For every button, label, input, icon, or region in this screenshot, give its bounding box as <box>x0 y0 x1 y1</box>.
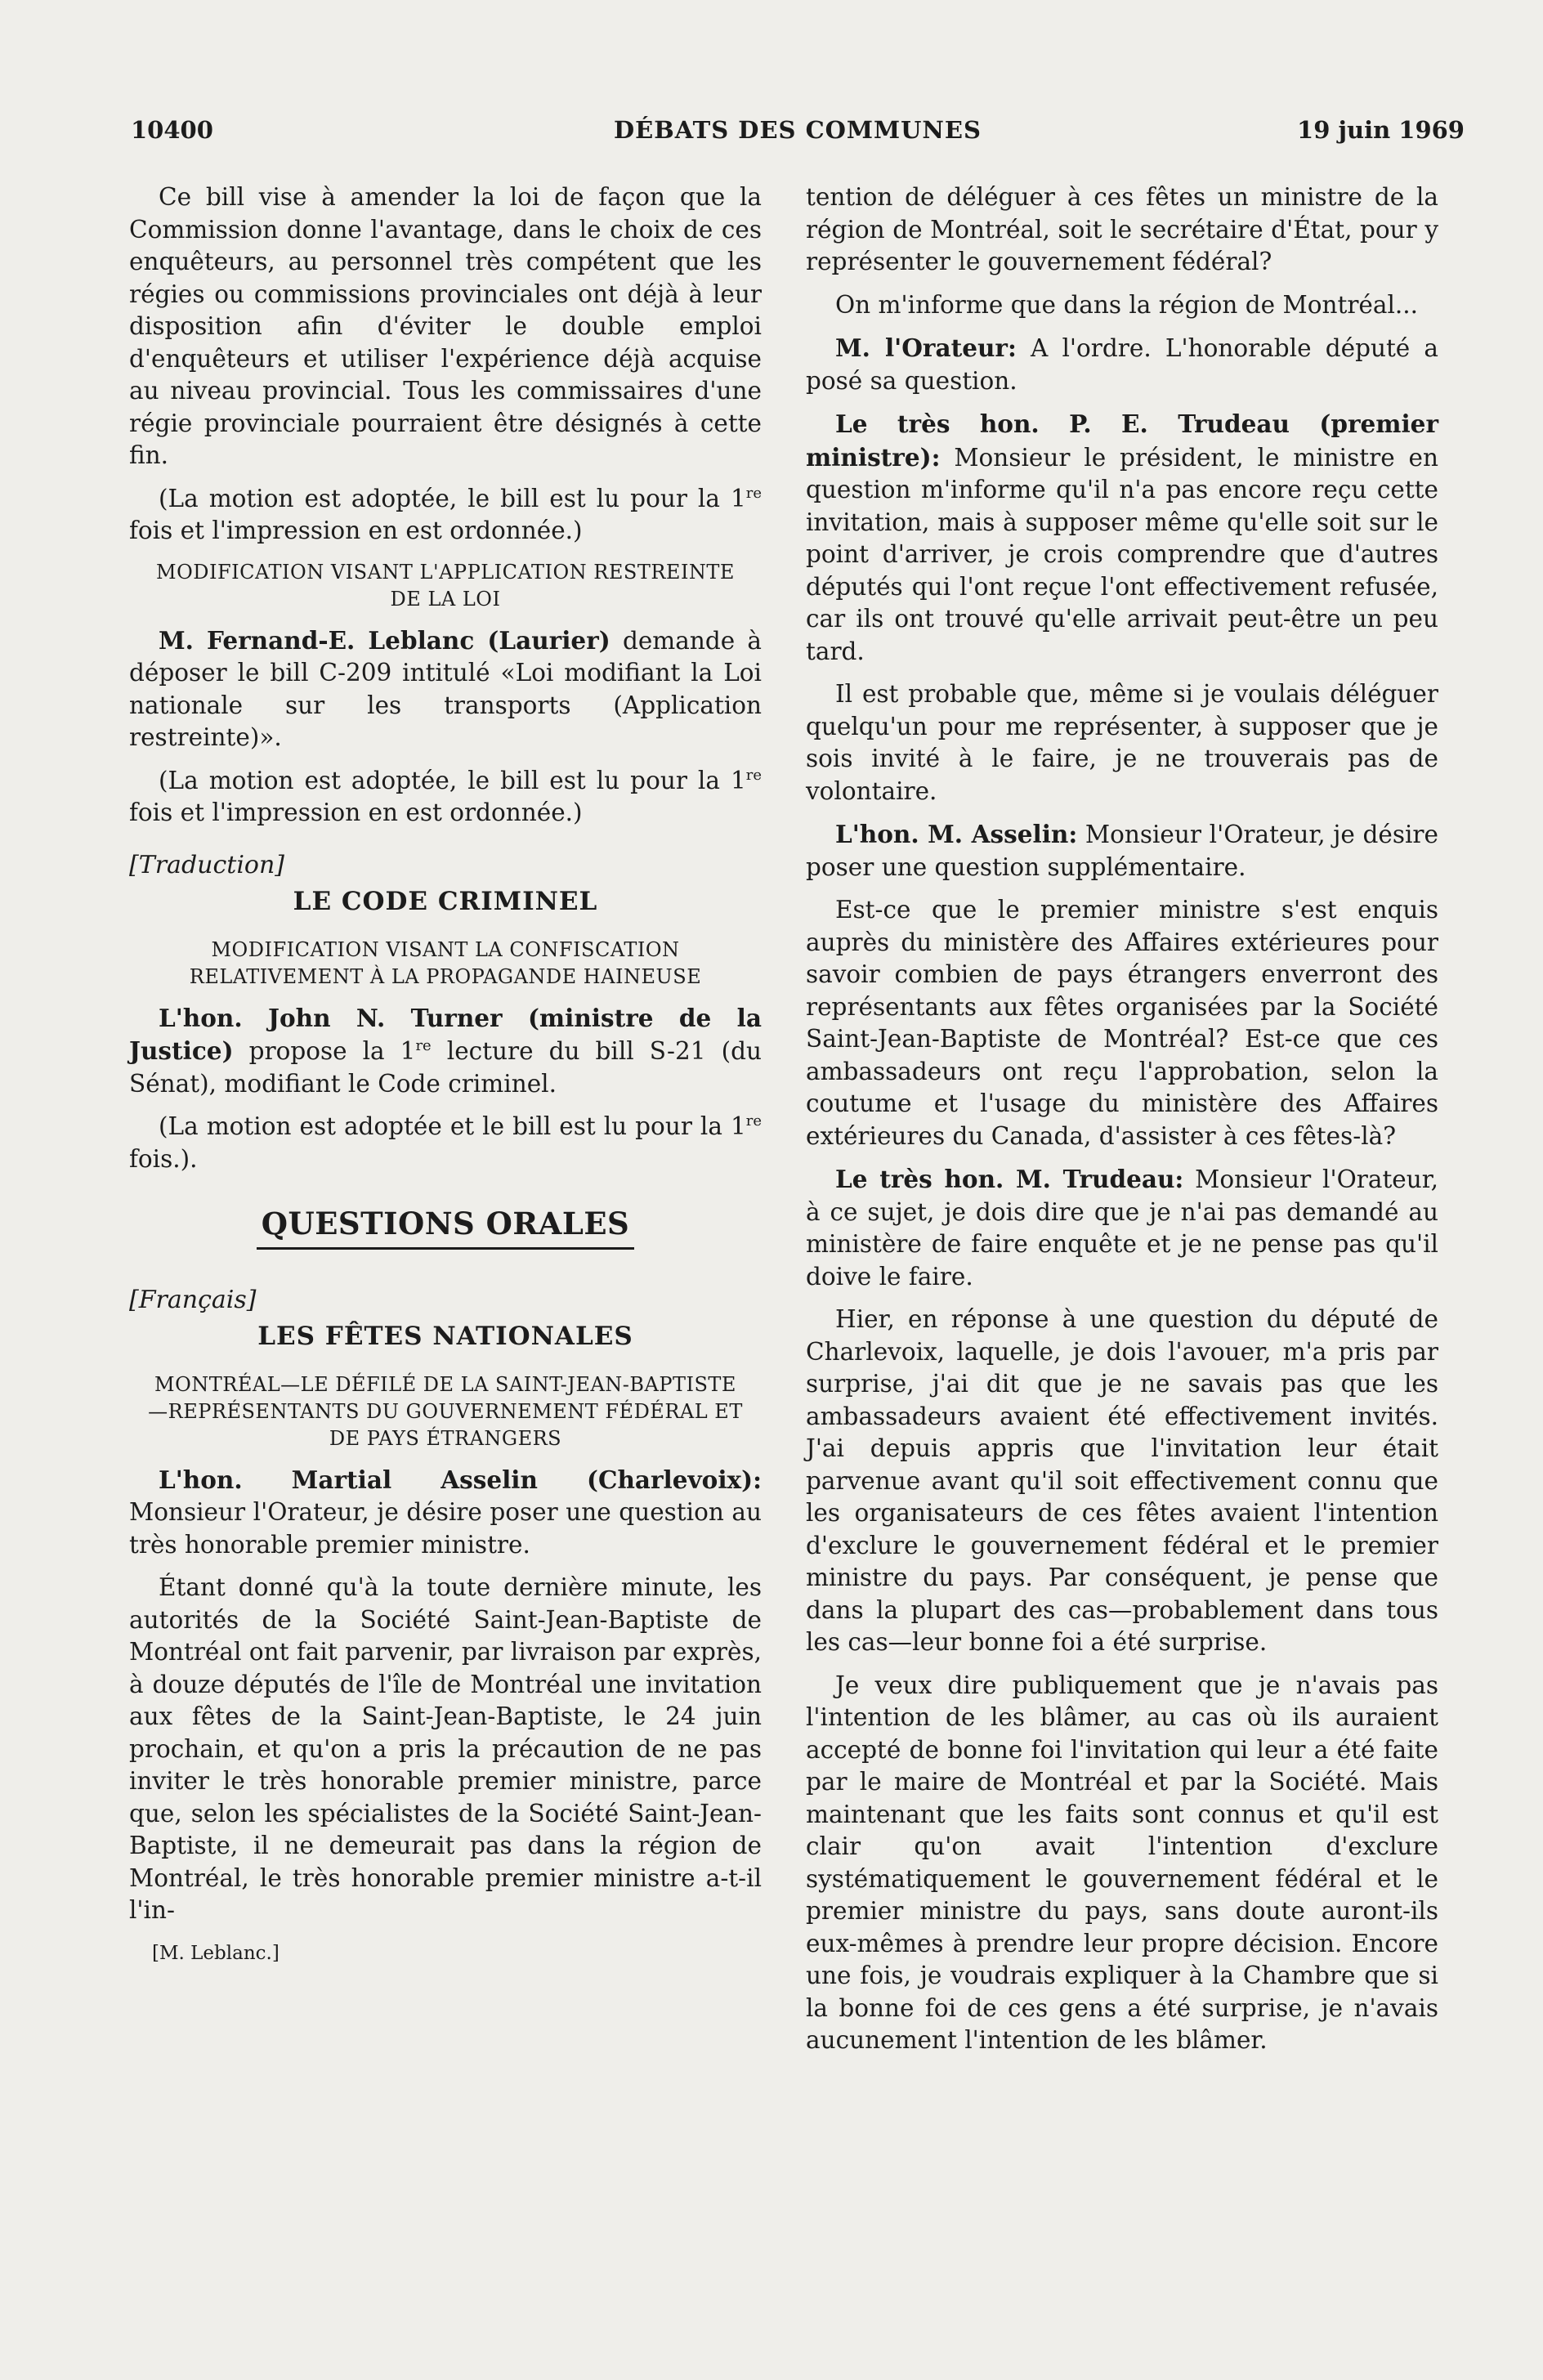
speech-paragraph: Le très hon. M. Trudeau: Monsieur l'Orateur, à ce sujet, je dois dire que je n'ai pas demandé au ministère de faire enquête et je ne pense pas qu'il doive le faire. <box>806 1165 1438 1291</box>
speaker-name: L'hon. M. Asselin: <box>835 820 1078 848</box>
paragraph: Est-ce que le premier ministre s'est enquis auprès du ministère des Affaires extérieures pour savoir combien de pays étrangers enverront des représentants aux fêtes organisées par la Société Saint-Jean-Baptiste de Montréal? Est-ce que ces ambassadeurs ont reçu l'approbation, selon la coutume et l'usage du ministère des Affaires extérieures du Canada, d'assister à ces fêtes-là? <box>806 896 1438 1150</box>
page-header-title: DÉBATS DES COMMUNES <box>614 116 982 144</box>
paragraph: Hier, en réponse à une question du député de Charlevoix, laquelle, je dois l'avouer, m'a pris par surprise, j'ai dit que je ne savais pas que les ambassadeurs avaient été effectivement invités. J'ai depuis appris que l'invitation leur était parvenue avant qu'il soit effectivement connu que les organisateurs de ces fêtes avaient l'intention d'exclure le gouvernement fédéral et le premier ministre du pays. Par conséquent, je pense que dans la plupart des cas—probablement dans tous les cas—leur bonne foi a été surprise. <box>806 1305 1438 1656</box>
language-note: [Français] <box>129 1285 257 1314</box>
page-number: 10400 <box>131 116 213 144</box>
section-heading: LES FÊTES NATIONALES <box>257 1322 633 1351</box>
paragraph: Étant donné qu'à la toute dernière minute, les autorités de la Société Saint-Jean-Baptiste de Montréal ont fait parvenir, par livraison par exprès, à douze députés de l'île de Montréal une invitation aux fêtes de la Saint-Jean-Baptiste, le 24 juin prochain, et qu'on a pris la précaution de ne pas inviter le très honorable premier ministre, parce que, selon les spécialistes de la Société Saint-Jean-Baptiste, il ne demeurait pas dans la région de Montréal, le très honorable premier ministre a-t-il l'in- <box>129 1573 762 1924</box>
subsection-heading: MODIFICATION VISANT L'APPLICATION RESTREINTE DE LA LOI <box>156 560 735 611</box>
paragraph: On m'informe que dans la région de Montréal... <box>835 290 1419 319</box>
subsection-heading: MONTRÉAL—LE DÉFILÉ DE LA SAINT-JEAN-BAPTISTE—REPRÉSENTANTS DU GOUVERNEMENT FÉDÉRAL ET DE PAYS ÉTRANGERS <box>148 1372 743 1450</box>
right-column <box>806 181 1438 2068</box>
footer-note: [M. Leblanc.] <box>152 1942 280 1964</box>
speech-paragraph: M. Fernand-E. Leblanc (Laurier) demande à déposer le bill C-209 intitulé «Loi modifiant la Loi nationale sur les transports (Application restreinte)». <box>129 625 762 751</box>
paragraph: Je veux dire publiquement que je n'avais pas l'intention de les blâmer, au cas où ils auraient accepté de bonne foi l'invitation qui leur a été faite par le maire de Montréal et par la Société. Mais maintenant que les faits sont connus et qu'il est clair qu'on avait l'intention d'exclure systématiquement le gouvernement fédéral et le premier ministre du pays, sans doute auront-ils eux-mêmes à prendre leur propre décision. Encore une fois, je voudrais expliquer à la Chambre que si la bonne foi de ces gens a été surprise, je n'avais aucunement l'intention de les blâmer. <box>806 1671 1438 2054</box>
speech-paragraph: Le très hon. P. E. Trudeau (premier ministre): Monsieur le président, le ministre en question m'informe qu'il n'a pas encore reçu cette invitation, mais à supposer même qu'elle soit sur le point d'arriver, je crois comprendre que d'autres députés qui l'ont reçue l'ont effectivement refusée, car ils ont trouvé qu'elle arrivait peut-être un peu tard. <box>806 409 1438 665</box>
speaker-name: L'hon. John N. Turner (ministre de la Justice) <box>129 1003 762 1065</box>
speaker-name: Le très hon. M. Trudeau: <box>835 1165 1184 1193</box>
speech-paragraph: L'hon. Martial Asselin (Charlevoix): Monsieur l'Orateur, je désire poser une question au très honorable premier ministre. <box>129 1465 762 1559</box>
speech-paragraph: M. l'Orateur: A l'ordre. L'honorable député a posé sa question. <box>806 333 1439 395</box>
motion-paragraph: (La motion est adoptée, le bill est lu pour la 1re fois et l'impression en est ordonnée.) <box>129 766 762 826</box>
paragraph: Il est probable que, même si je voulais déléguer quelqu'un pour me représenter, à supposer que je sois invité à le faire, je ne trouverais pas de volontaire. <box>806 680 1438 805</box>
subsection-heading: MODIFICATION VISANT LA CONFISCATION RELATIVEMENT À LA PROPAGANDE HAINEUSE <box>189 937 702 988</box>
translation-note: [Traduction] <box>129 850 285 879</box>
speech-paragraph: L'hon. M. Asselin: Monsieur l'Orateur, je désire poser une question supplémentaire. <box>806 820 1438 881</box>
motion-paragraph: (La motion est adoptée et le bill est lu pour la 1re fois.). <box>129 1112 762 1173</box>
speaker-name: L'hon. Martial Asselin (Charlevoix): <box>159 1465 762 1494</box>
speaker-name: M. l'Orateur: <box>835 333 1017 362</box>
left-column <box>129 181 762 1970</box>
speaker-name: M. Fernand-E. Leblanc (Laurier) <box>159 625 610 655</box>
motion-paragraph: (La motion est adoptée, le bill est lu pour la 1re fois et l'impression en est ordonnée.) <box>129 484 762 544</box>
paragraph: tention de déléguer à ces fêtes un ministre de la région de Montréal, soit le secrétaire d'État, pour y représenter le gouvernement fédéral? <box>806 183 1438 275</box>
speech-paragraph: L'hon. John N. Turner (ministre de la Justice) propose la 1re lecture du bill S-21 (du Sénat), modifiant le Code criminel. <box>129 1003 762 1098</box>
speaker-name: Le très hon. P. E. Trudeau (premier ministre): <box>806 409 1438 472</box>
page-header <box>131 116 1465 149</box>
main-heading: QUESTIONS ORALES <box>129 1208 762 1250</box>
page-date: 19 juin 1969 <box>1297 116 1465 144</box>
section-heading: LE CODE CRIMINEL <box>293 887 598 916</box>
paragraph: Ce bill vise à amender la loi de façon que la Commission donne l'avantage, dans le choix de ces enquêteurs, au personnel très compétent que les régies ou commissions provinciales ont déjà à leur disposition afin d'éviter le double emploi d'enquêteurs et utiliser l'expérience déjà acquise au niveau provincial. Tous les commissaires d'une régie provinciale pourraient être désignés à cette fin. <box>129 183 762 469</box>
